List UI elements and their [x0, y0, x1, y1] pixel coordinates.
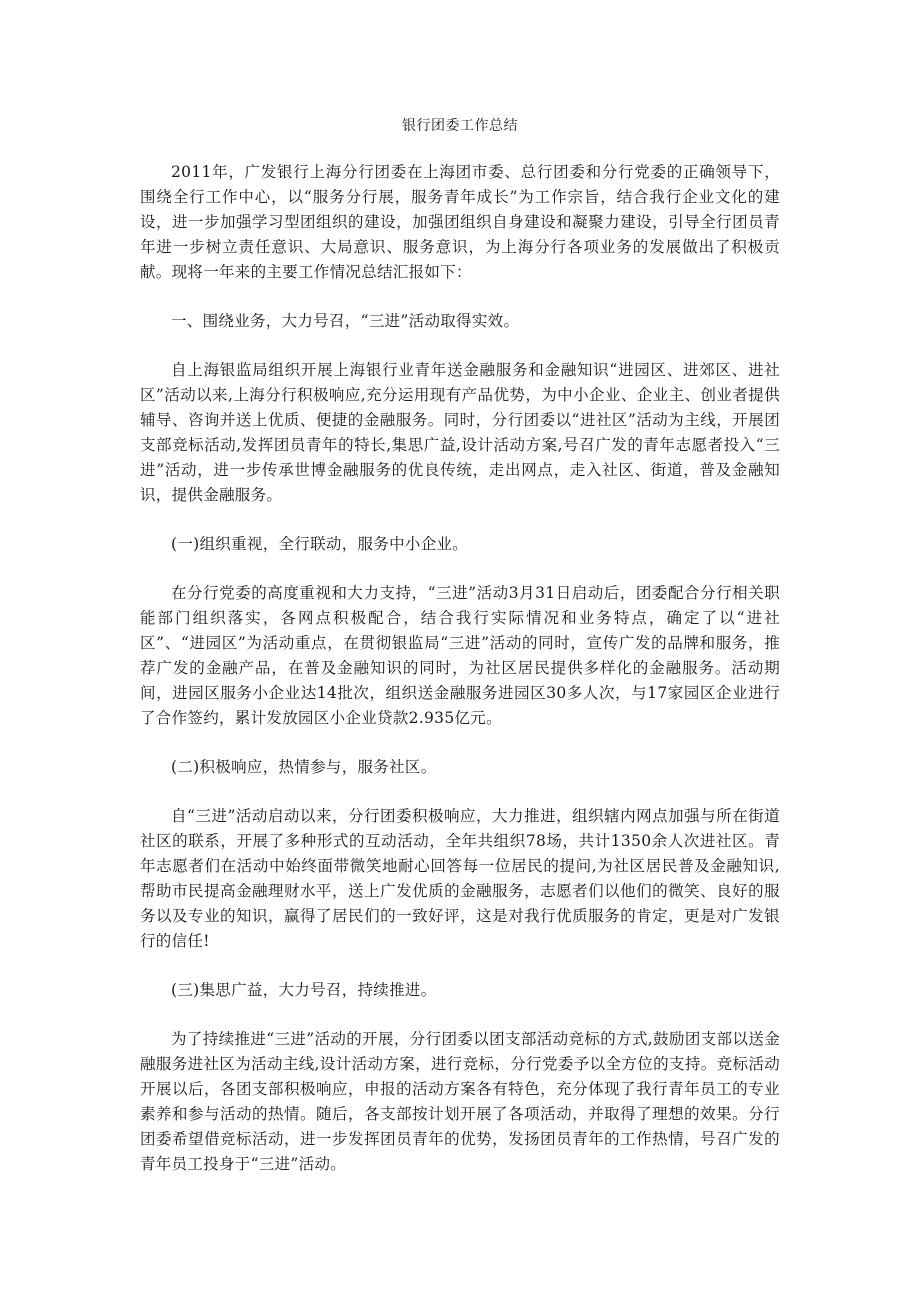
subsection-heading-3: (三)集思广益，大力号召，持续推进。 [171, 981, 437, 999]
subsection-3-paragraph: 为了持续推进“三进”活动的开展，分行团委以团支部活动竞标的方式,鼓励团支部以送金融服务进社区为活动主线,设计活动方案，进行竞标，分行党委予以全方位的支持。竞标活动开展以后，各团支部积极响应，申报的活动方案各有特色，充分体现了我行青年员工的专业素养和参与活动的热情。随后，各支部按计划开展了各项活动，并取得了理想的效果。分行团委希望借竞标活动，进一步发挥团员青年的优势，发扬团员青年的工作热情，号召广发的青年员工投身于“三进”活动。 [140, 1030, 780, 1173]
document-title: 银行团委工作总结 [402, 118, 518, 134]
document-body [140, 160, 780, 1201]
section-heading-1: 一、围绕业务，大力号召，“三进”活动取得实效。 [171, 312, 520, 330]
intro-paragraph: 2011年，广发银行上海分行团委在上海团市委、总行团委和分行党委的正确领导下，围绕全行工作中心，以“服务分行展，服务青年成长”为工作宗旨，结合我行企业文化的建设，进一步加强学习型团组织的建设，加强团组织自身建设和凝聚力建设，引导全行团员青年进一步树立责任意识、大局意识、服务意识，为上海分行各项业务的发展做出了积极贡献。现将一年来的主要工作情况总结汇报如下： [140, 163, 780, 281]
section-1-paragraph: 自上海银监局组织开展上海银行业青年送金融服务和金融知识“进园区、进郊区、进社区”活动以来,上海分行积极响应,充分运用现有产品优势，为中小企业、企业主、创业者提供辅导、咨询并送上优质、便捷的金融服务。同时，分行团委以“进社区”活动为主线，开展团支部竞标活动,发挥团员青年的特长,集思广益,设计活动方案,号召广发的青年志愿者投入“三进”活动，进一步传承世博金融服务的优良传统，走出网点，走入社区、街道，普及金融知识，提供金融服务。 [140, 361, 780, 504]
subsection-2-paragraph: 自“三进”活动启动以来，分行团委积极响应，大力推进，组织辖内网点加强与所在街道社区的联系，开展了多种形式的互动活动，全年共组织78场，共计1350余人次进社区。青年志愿者们在活动中始终面带微笑地耐心回答每一位居民的提问,为社区居民普及金融知识,帮助市民提高金融理财水平，送上广发优质的金融服务，志愿者们以他们的微笑、良好的服务以及专业的知识，赢得了居民们的一致好评，这是对我行优质服务的肯定，更是对广发银行的信任! [140, 807, 780, 950]
subsection-heading-1: (一)组织重视，全行联动，服务中小企业。 [171, 535, 469, 553]
subsection-1-paragraph: 在分行党委的高度重视和大力支持，“三进”活动3月31日启动后，团委配合分行相关职能部门组织落实，各网点积极配合，结合我行实际情况和业务特点，确定了以“进社区”、“进园区”为活动重点，在贯彻银监局“三进”活动的同时，宣传广发的品牌和服务，推荐广发的金融产品，在普及金融知识的同时，为社区居民提供多样化的金融服务。活动期间，进园区服务小企业达14批次，组织送金融服务进园区30多人次，与17家园区企业进行了合作签约，累计发放园区小企业贷款2.935亿元。 [140, 584, 780, 727]
subsection-heading-2: (二)积极响应，热情参与，服务社区。 [171, 758, 437, 776]
